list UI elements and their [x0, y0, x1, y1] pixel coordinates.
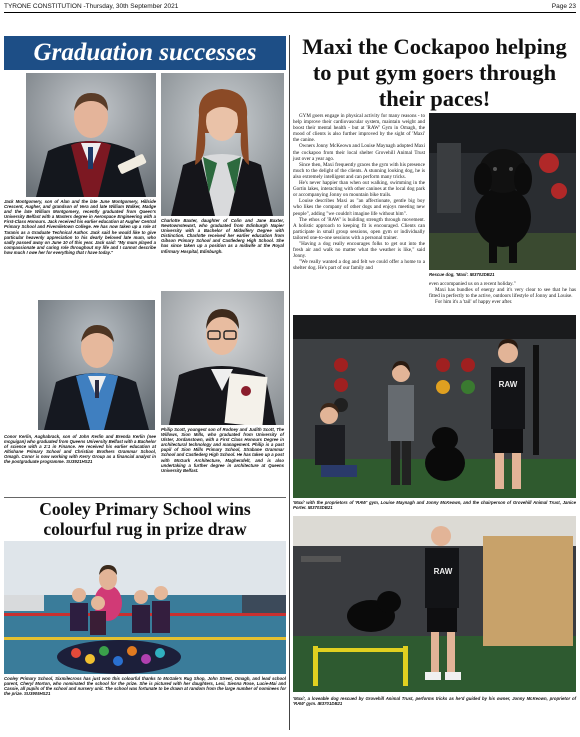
paragraph: For him it's a 'tail' of happy ever after.: [435, 299, 513, 306]
paragraph: "Having a dog really encourages folks to get out into the fresh air and walk no matter what the weather is like," said Jonny.: [293, 240, 425, 260]
masthead: TYRONE CONSTITUTION -Thursday, 30th September 2021 Page 23: [4, 3, 576, 10]
paragraph: The ethos of 'RAW' is building strength through movement. A holistic approach to keeping fit is encouraged. Clients can participate in small group sessions, open gym or individually tailored one-to-one sessions with a personal trainer.: [293, 216, 425, 241]
rescue-dog-photo: [429, 113, 576, 270]
conor-caption: Conor Kerlin, Aughabrack, son of John Kerlin and Brenda Kerlin (nee mcguigan) who graduated from Queens University Belfast with a Bachelor of science with a 2:1 in Finance. He received his earlier education at Altishane Primary School and Christian Brothers Grammar School, Omagh. Conor is now working with Kerry Group as a financial analyst in the postgraduate programme. SU3921HS21: [4, 434, 156, 465]
group-photo: [293, 315, 576, 498]
paragraph: He's never happier than when out walking, swimming in the Gortin lakes, interacting with other canines at the local dog park or accompanying Jonny on mountain bike trails.: [293, 180, 425, 199]
column-rule: [289, 35, 290, 730]
conor-photo: [38, 300, 155, 430]
maxi-article-continued: [429, 281, 576, 305]
jack-photo: [26, 73, 156, 197]
trick-photo-caption: 'Maxi', a loveable dog rescued by Grovehill Animal Trust, performs tricks as he'd guided by his owner, Jonny McKeown, proprietor of 'RAW' gym. IB3701DB21: [293, 696, 576, 707]
paragraph: Owners Jonny McKeown and Louise Maynagh adopted Maxi the cockapoo from their local shelter Grovehill Animal Trust just over a year ago.: [293, 143, 425, 162]
issue-date: Thursday, 30th September 2021: [85, 3, 179, 10]
cooley-caption: Cooley Primary School, Sixmilecross has just won this colourful thanks to McGale's Rug Shop, John Street, Omagh, and lead school parent, Cheryl Morton, who nominated the school for the prize. She is pictured with her daughters, Lexi, Sienna Rose, Lucie-Mai and Cassie, all pupils of the school and nursery unit. The school was fortunate to be drawn at random from the large number of nominees for the prize. SU3905HS21: [4, 676, 286, 697]
paragraph: Louise describes Maxi as "an affectionate, gentle big boy who likes the company of other dogs and enjoys meeting new people", adding "we couldn't imagine life without him".: [293, 198, 425, 217]
philip-caption: Philip Scott, youngest son of Rodney and Judith Scott, The Willows, Sion Mills, who graduated from University of Ulster, Jordanstown, with a First Class Honours Degree in architectural technology and management. Philip is a past pupil of Sion Mills Primary School, Strabane Grammar School and Castlederg High School. He has taken up a post with McGurk Architecture, Magherafelt, and is also undertaking a further degree in architecture at Queens University Belfast.: [161, 427, 284, 473]
page-number: Page 23: [551, 3, 576, 10]
maxi-article-body: [293, 113, 425, 271]
rescue-dog-caption: Rescue dog, 'Maxi'. IB3702DB21: [429, 272, 495, 277]
masthead-rule: [4, 12, 576, 13]
jack-caption: Jack Montgomery, son of Alan and the late June Montgomery, Hillside Crescent, Augher, and grandson of Vera and late William Walker, Madge and the late William Montgomery, recently graduated from Queen's University Belfast with a Masters degree in Aerospace Engineering with a First-Class Honours. Jack received his earlier education at Augher Central Primary School and Fivemiletown College. He has now taken up a role at Taranis as a Graduate Technical Author. Jack said he would like to give particular heavenly appreciation to his dearly beloved late mum, who sadly passed away on June 10 of this year. Jack said: "My mum played a compassionate and caring role throughout my life and I cannot describe how much I owe her for everything that I have today.": [4, 199, 156, 255]
cooley-photo: [4, 541, 286, 674]
paragraph: Maxi has bundles of energy and it's very clear to see that he has fitted in perfectly to the active, outdoors lifestyle of Jonny and Louise.: [429, 287, 576, 300]
trick-photo: [293, 516, 576, 692]
maxi-headline: Maxi the Cockapoo helping to put gym goers through their paces!: [302, 34, 567, 111]
paragraph: GYM goers engage in physical activity for many reasons - to help improve their cardiovascular system, maintain weight and boost their mental health - but at 'RAW' Gym in Omagh, the mood of clients is also further improved by the sight of 'Maxi' the canine.: [293, 113, 425, 144]
cooley-headline: Cooley Primary School wins colourful rug in prize draw: [39, 499, 251, 539]
shirt-logo: RAW: [433, 567, 453, 576]
paragraph: even accompanied us on a recent holiday.": [429, 281, 516, 287]
charlotte-photo: [161, 73, 284, 216]
charlotte-caption: Charlotte Baxter, daughter of Colin and Jane Baxter, Newtownstewart, who graduated from Edinburgh Napier University with a Bachelor of Midwifery Degree with Distinction. Charlotte received her earlier education from Gibson Primary School and Castlederg High School. She has since taken up a position as a midwife at the Royal Infirmary Hospital, Edinburgh.: [161, 218, 284, 254]
shirt-logo: RAW: [498, 380, 518, 389]
section-divider: [4, 497, 286, 498]
paragraph: "We really wanted a dog and felt we could offer a home to a shelter dog. He's part of our family and: [293, 259, 425, 272]
philip-photo: [161, 291, 284, 425]
paragraph: Since then, Maxi frequently graces the gym with his presence much to the delight of the clients. A stunning looking dog, he is also extremely intelligent and can perform many tricks.: [293, 161, 425, 180]
graduation-banner: Graduation successes: [4, 36, 286, 70]
paper-name: TYRONE CONSTITUTION: [4, 3, 82, 10]
group-photo-caption: 'Maxi' with the proprietors of 'RAW' gym, Louise Maynagh and Jonny McKeown, and the chairperson of Grovehill Animal Trust, Janice Porter. IB3703DB21: [293, 500, 576, 511]
